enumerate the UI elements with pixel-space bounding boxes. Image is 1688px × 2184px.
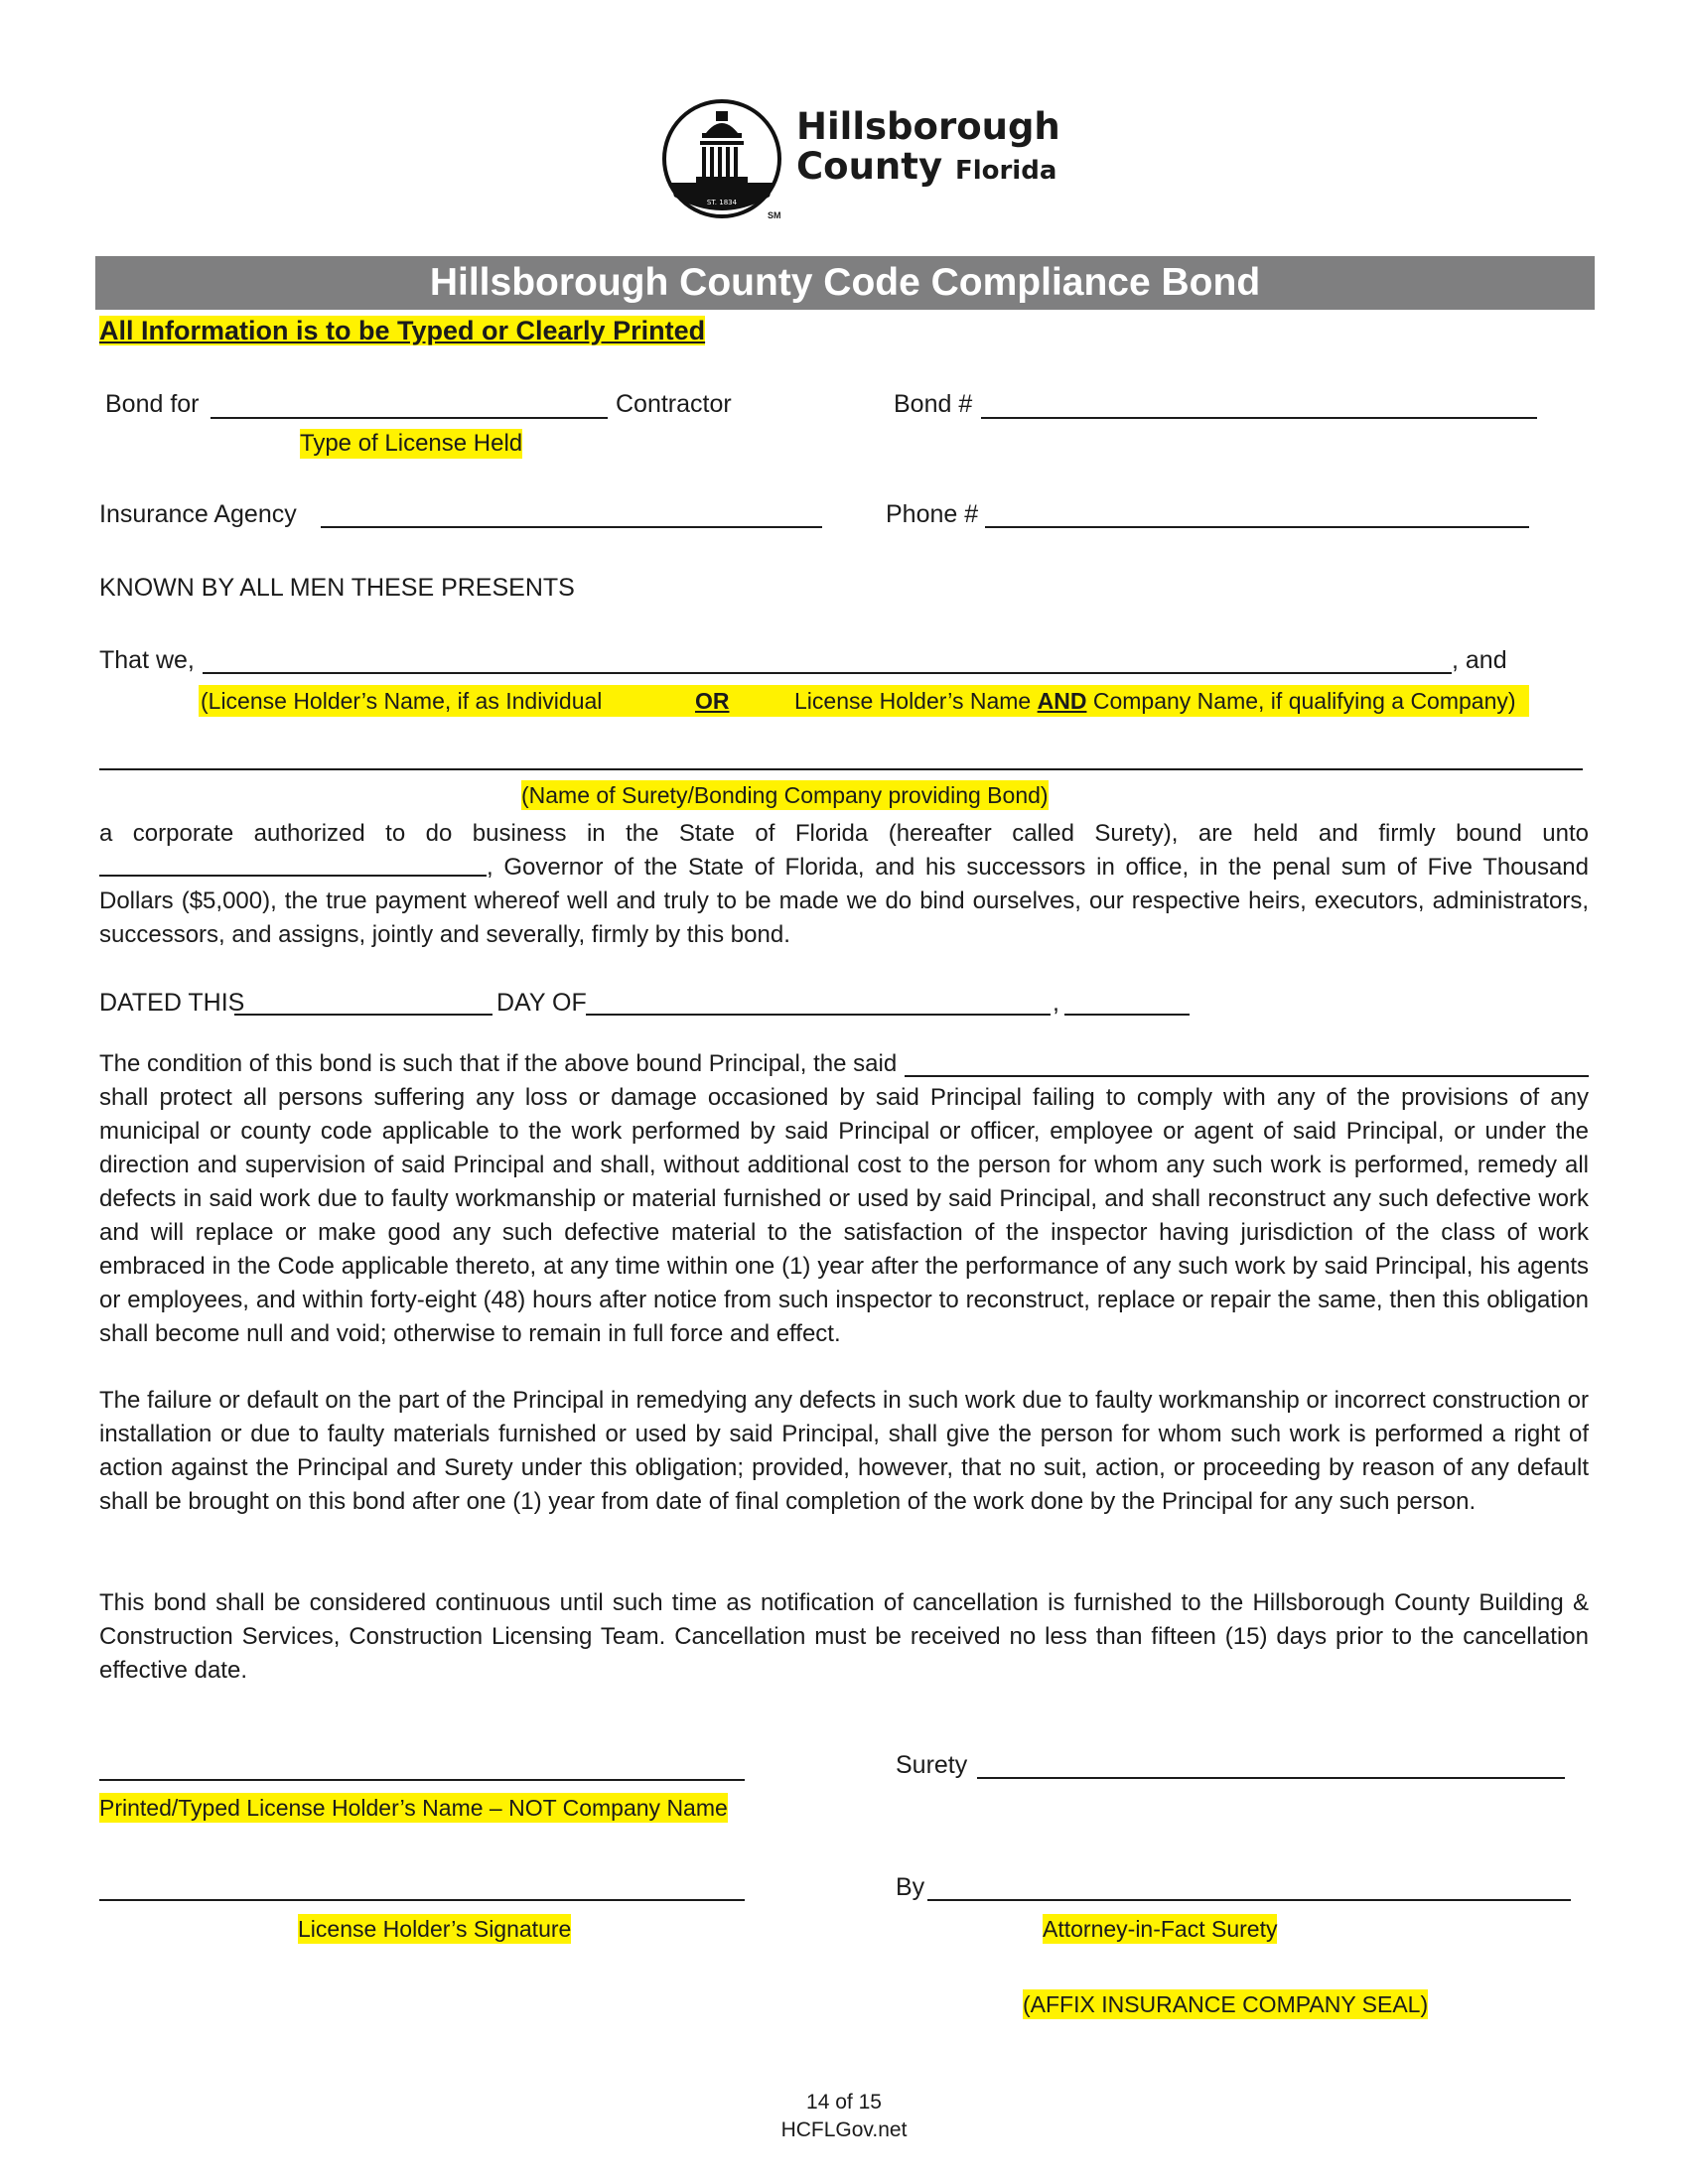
and-label: , and [1452, 646, 1507, 674]
dated-comma: , [1053, 989, 1059, 1017]
logo-wordmark-line2: County [796, 145, 943, 188]
by-label: By [896, 1873, 925, 1901]
printed-name-field[interactable] [99, 1779, 745, 1781]
dated-this-label: DATED THIS [99, 989, 245, 1017]
affix-seal-note: (AFFIX INSURANCE COMPANY SEAL) [1023, 1991, 1429, 2017]
para1-line2: , Governor of the State of Florida, and his successors in office, in the penal sum of Five Thousand [487, 854, 1589, 881]
license-holder-field[interactable] [203, 672, 1452, 674]
logo-service-mark: SM [768, 210, 781, 220]
license-holder-signature-hint: License Holder’s Signature [298, 1916, 572, 1942]
month-field[interactable] [586, 1014, 1051, 1016]
insurance-agency-label: Insurance Agency [99, 500, 297, 528]
year-field[interactable] [1064, 1014, 1190, 1016]
surety-company-hint: (Name of Surety/Bonding Company providing Bond) [521, 782, 1049, 808]
that-we-label: That we, [99, 646, 195, 674]
bond-paragraph-2 [99, 1047, 1589, 1351]
attorney-signature-field[interactable] [927, 1899, 1571, 1901]
surety-signature-field[interactable] [977, 1777, 1565, 1779]
type-of-license-hint: Type of License Held [300, 430, 523, 457]
para2-start: The condition of this bond is such that if the above bound Principal, the said [99, 1050, 898, 1077]
license-holder-signature-field[interactable] [99, 1899, 745, 1901]
governor-name-field[interactable] [99, 851, 487, 877]
hint-and: AND [1037, 688, 1087, 714]
footer-website: HCFLGov.net [780, 2118, 908, 2141]
attorney-in-fact-hint: Attorney-in-Fact Surety [1043, 1916, 1278, 1942]
bond-paragraph-1 [99, 817, 1589, 952]
page-number: 14 of 15 [806, 2091, 882, 2114]
hint-individual: (License Holder’s Name, if as Individual [201, 688, 603, 714]
bond-number-field[interactable] [981, 417, 1537, 419]
hint-company: Company Name, if qualifying a Company) [1092, 688, 1516, 714]
svg-text:ST. 1834: ST. 1834 [706, 199, 738, 206]
hint-or: OR [695, 688, 730, 714]
bond-number-label: Bond # [894, 390, 973, 418]
bond-paragraph-3: The failure or default on the part of the Principal in remedying any defects in such work due to faulty workmanship or incorrect construction or installation or due to faulty materials furnished or used by said Principal, shall give the person for whom such work is performed a right of action against the Principal and Surety under this obligation; provided, however, that no suit, action, or proceeding by reason of any default shall be brought on this bond after one (1) year from date of final completion of the work done by the Principal for any such person. [99, 1387, 1589, 1515]
principal-name-field[interactable] [905, 1051, 1589, 1077]
hint-holder-name: License Holder’s Name [794, 688, 1032, 714]
phone-label: Phone # [886, 500, 979, 528]
para1-line1: a corporate authorized to do business in the State of Florida (hereafter called Surety), are held and firmly bound unto [99, 820, 1589, 847]
surety-company-field[interactable] [99, 768, 1583, 770]
courthouse-seal-icon [660, 97, 784, 221]
phone-field[interactable] [985, 526, 1529, 528]
contractor-label: Contractor [616, 390, 732, 418]
day-of-label: DAY OF [496, 989, 587, 1017]
logo-wordmark-line1: Hillsborough [796, 105, 1060, 148]
county-logo [660, 97, 1060, 226]
insurance-agency-field[interactable] [321, 526, 822, 528]
license-holder-hint [199, 685, 1529, 717]
para2-rest: shall protect all persons suffering any loss or damage occasioned by said Principal failing to comply with any of the provisions of any municipal or county code applicable to the work performed by said Principal or officer, employee or agent of said Principal, or under the direction and supervision of said Principal and shall, without additional cost to the person for whom any such work is performed, remedy all defects in said work due to faulty workmanship or material furnished or used by said Principal, and shall reconstruct any such defective work and will replace or make good any such defective material to the satisfaction of the inspector having jurisdiction of the class of work embraced in the Code applicable thereto, at any time within one (1) year after the performance of any such work by said Principal, his agents or employees, and within forty-eight (48) hours after notice from such inspector to reconstruct, replace or repair the same, then this obligation shall become null and void; otherwise to remain in full force and effect. [99, 1084, 1589, 1347]
known-heading: KNOWN BY ALL MEN THESE PRESENTS [99, 574, 575, 602]
page-title: Hillsborough County Code Compliance Bond [95, 256, 1595, 310]
printed-name-hint: Printed/Typed License Holder’s Name – NOT Company Name [99, 1795, 728, 1821]
bond-for-field[interactable] [211, 417, 608, 419]
surety-label: Surety [896, 1751, 968, 1779]
instruction-note: All Information is to be Typed or Clearly Printed [99, 316, 706, 345]
para1-rest: Dollars ($5,000), the true payment whereof well and truly to be made we do bind ourselves, our respective heirs, executors, administrators, successors, and assigns, jointly and severally, firmly by this bond. [99, 887, 1589, 948]
logo-wordmark-line3: Florida [954, 156, 1057, 186]
bond-for-label: Bond for [105, 390, 200, 418]
day-field[interactable] [234, 1014, 492, 1016]
bond-paragraph-4: This bond shall be considered continuous until such time as notification of cancellation is furnished to the Hillsborough County Building & Construction Services, Construction Licensing Team. Cancellation must be received no less than fifteen (15) days prior to the cancellation effective date. [99, 1589, 1589, 1684]
